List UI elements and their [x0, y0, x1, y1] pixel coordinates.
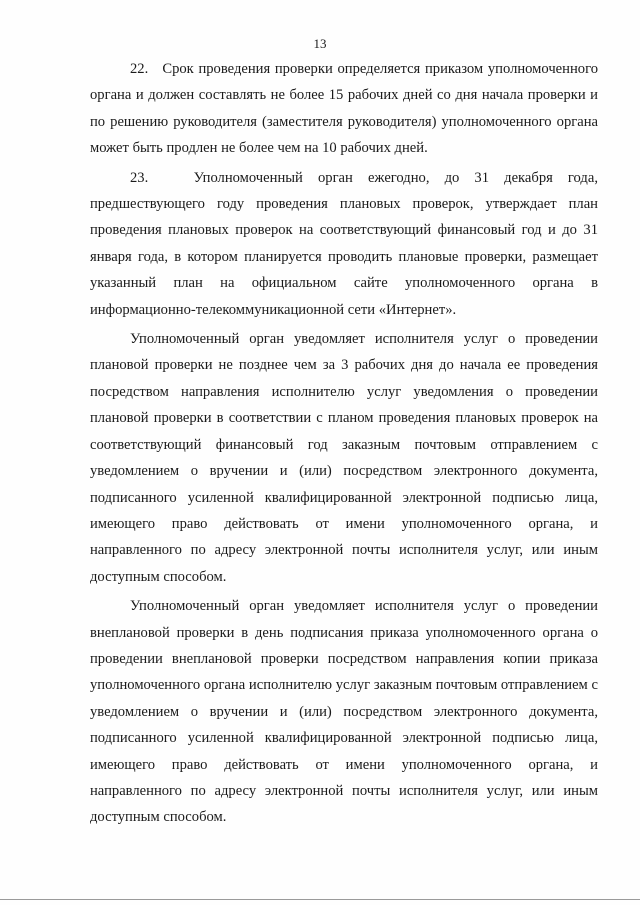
paragraph-23: 23. Уполномоченный орган ежегодно, до 31 декабря года, предшествующего году проведения плановых проверок, утверждает план проведения плановых проверок на соответствующий финансовый год и до 31 января года, в котором планируется проводить плановые проверки, размещает указанный план на официальном сайте уполномоченного органа в информационно-телекоммуникационной сети «Интернет». [90, 169, 598, 318]
scan-bottom-edge [0, 899, 640, 900]
page-number: 13 [313, 36, 327, 51]
paragraph-scheduled-inspection-notice: Уполномоченный орган уведомляет исполнителя услуг о проведении плановой проверки не позднее чем за 3 рабочих дня до начала ее проведения посредством направления исполнителю услуг уведомления о проведении плановой проверки в соответствии с планом проведения плановых проверок на соответствующий финансовый год заказным почтовым отправлением с уведомлением о вручении и (или) посредством электронного документа, подписанного усиленной квалифицированной электронной подписью лица, имеющего право действовать от имени уполномоченного органа, и направленного по адресу электронной почты исполнителя услуг, или иным доступным способом. [90, 331, 598, 585]
document-text-body [90, 56, 598, 831]
paragraph-unscheduled-inspection-notice: Уполномоченный орган уведомляет исполнителя услуг о проведении внеплановой проверки в день подписания приказа уполномоченного органа о проведении внеплановой проверки посредством направления копии приказа уполномоченного органа исполнителю услуг заказным почтовым отправлением с уведомлением о вручении и (или) посредством электронного документа, подписанного усиленной квалифицированной электронной подписью лица, имеющего право действовать от имени уполномоченного органа, и направленного по адресу электронной почты исполнителя услуг, или иным доступным способом. [90, 598, 598, 826]
paragraph-22: 22. Срок проведения проверки определяется приказом уполномоченного органа и должен составлять не более 15 рабочих дней со дня начала проверки и по решению руководителя (заместителя руководителя) уполномоченного органа может быть продлен не более чем на 10 рабочих дней. [90, 61, 598, 157]
